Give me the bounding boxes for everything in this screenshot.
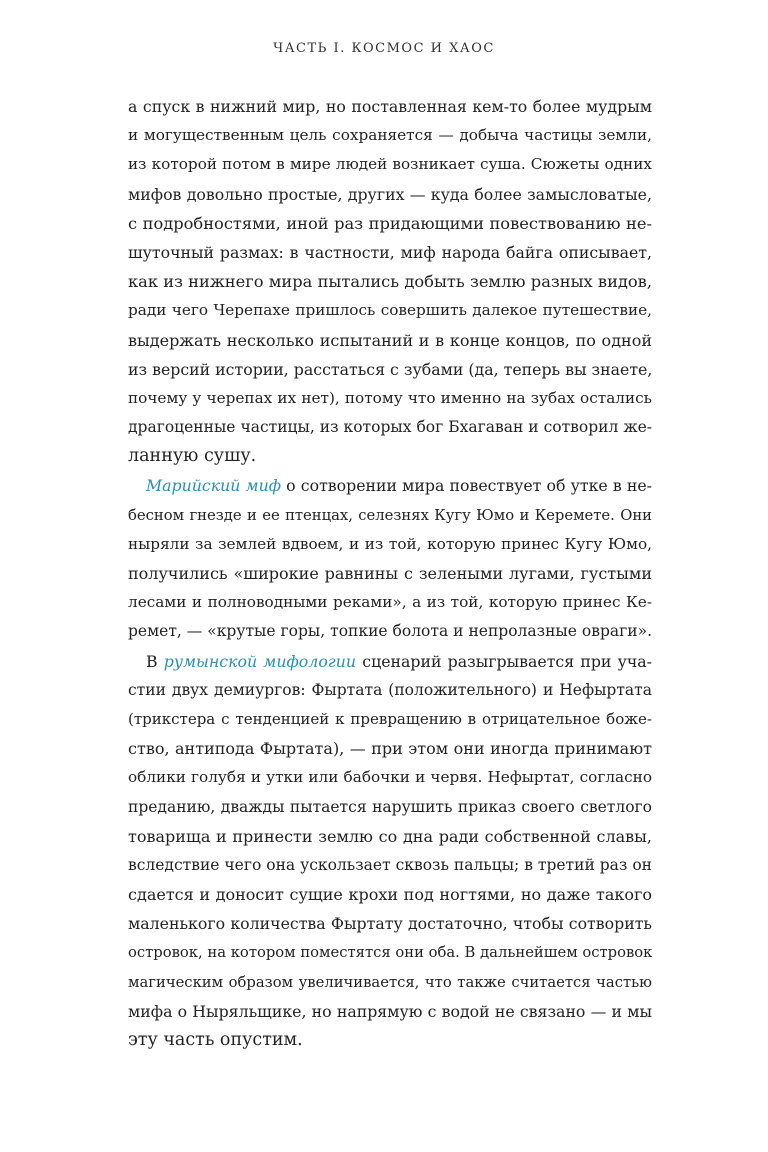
text-line: эту часть опустим.	[128, 1030, 303, 1050]
text-line: магическим образом увеличивается, что также считается частью	[128, 973, 652, 991]
text-line: лесами и полноводными реками», а из той, которую принес Ке-	[128, 593, 652, 612]
paragraph-3	[128, 647, 652, 1056]
text-line: товарища и принести землю со дна ради собственной славы,	[128, 826, 652, 846]
text-line: получились «широкие равнины с зелеными лугами, густыми	[128, 564, 652, 583]
running-header: ЧАСТЬ I. КОСМОС И ХАОС	[273, 41, 495, 56]
text-line: и могущественным цель сохраняется — добыча частицы земли,	[128, 126, 652, 145]
text-line: как из нижнего мира пытались добыть землю разных видов,	[128, 272, 652, 292]
text-run: сценарий разыгрывается при уча-	[356, 651, 653, 671]
text-line: почему у черепах их нет), потому что именно на зубах остались	[128, 388, 652, 407]
text-line: выдержать несколько испытаний и в конце концов, по одной	[128, 330, 652, 350]
text-line: вследствие чего она ускользает сквозь пальцы; в третий раз он	[128, 855, 652, 874]
text-line: шуточный размах: в частности, миф народа байга описывает,	[128, 242, 652, 262]
text-line	[128, 471, 652, 500]
text-line: сдается и доносит сущие крохи под ногтями, но даже такого	[128, 885, 652, 905]
text-line: мифа о Ныряльщике, но напрямую с водой не связано — и мы	[128, 1001, 652, 1021]
text-line: маленького количества Фыртату достаточно, чтобы сотворить	[128, 914, 652, 934]
cross-reference-link[interactable]: румынской мифологии	[163, 651, 357, 671]
text-line	[128, 647, 652, 676]
text-line: ство, антипода Фыртата), — при этом они иногда принимают	[128, 739, 652, 759]
text-line: драгоценные частицы, из которых бог Бхагаван и сотворил же-	[128, 418, 652, 437]
paragraph-2	[128, 471, 652, 646]
text-line: (трикстера с тенденцией к превращению в отрицательное боже-	[128, 709, 652, 728]
text-line: из версий истории, расстаться с зубами (да, теперь вы знаете,	[128, 359, 653, 379]
text-line: мифов довольно простые, других — куда более замысловатые,	[128, 184, 652, 204]
text-line: ланную сушу.	[128, 446, 257, 467]
text-line: островок, на котором поместятся они оба. В дальнейшем островок	[128, 944, 653, 962]
text-line: из которой потом в мире людей возникает суша. Сюжеты одних	[128, 155, 652, 174]
text-line: а спуск в нижний мир, но поставленная кем-то более мудрым	[128, 97, 652, 116]
text-line: облики голубя и утки или бабочки и червя. Нефыртат, согласно	[128, 768, 652, 787]
text-run: В	[146, 651, 164, 671]
paragraph-1	[128, 92, 652, 471]
cross-reference-link[interactable]: Марийский миф	[146, 476, 282, 496]
text-run: о сотворении мира повествует об утке в не-	[281, 476, 652, 496]
text-line: бесном гнезде и ее птенцах, селезнях Кугу Юмо и Кереметe. Они	[128, 506, 652, 524]
text-line: с подробностями, иной раз придающими повествованию не-	[128, 213, 652, 233]
text-line: ныряли за землей вдвоем, и из той, которую принес Кугу Юмо,	[128, 534, 652, 553]
text-line: ремет, — «крутые горы, топкие болота и непролазные овраги».	[128, 622, 652, 641]
text-line: ради чего Черепахе пришлось совершить далекое путешествие,	[128, 301, 652, 320]
page-body	[128, 92, 652, 1055]
text-line: преданию, дважды пытается нарушить приказ своего светлого	[128, 797, 652, 816]
text-line: стии двух демиургов: Фыртата (положительного) и Нефыртата	[128, 680, 652, 699]
